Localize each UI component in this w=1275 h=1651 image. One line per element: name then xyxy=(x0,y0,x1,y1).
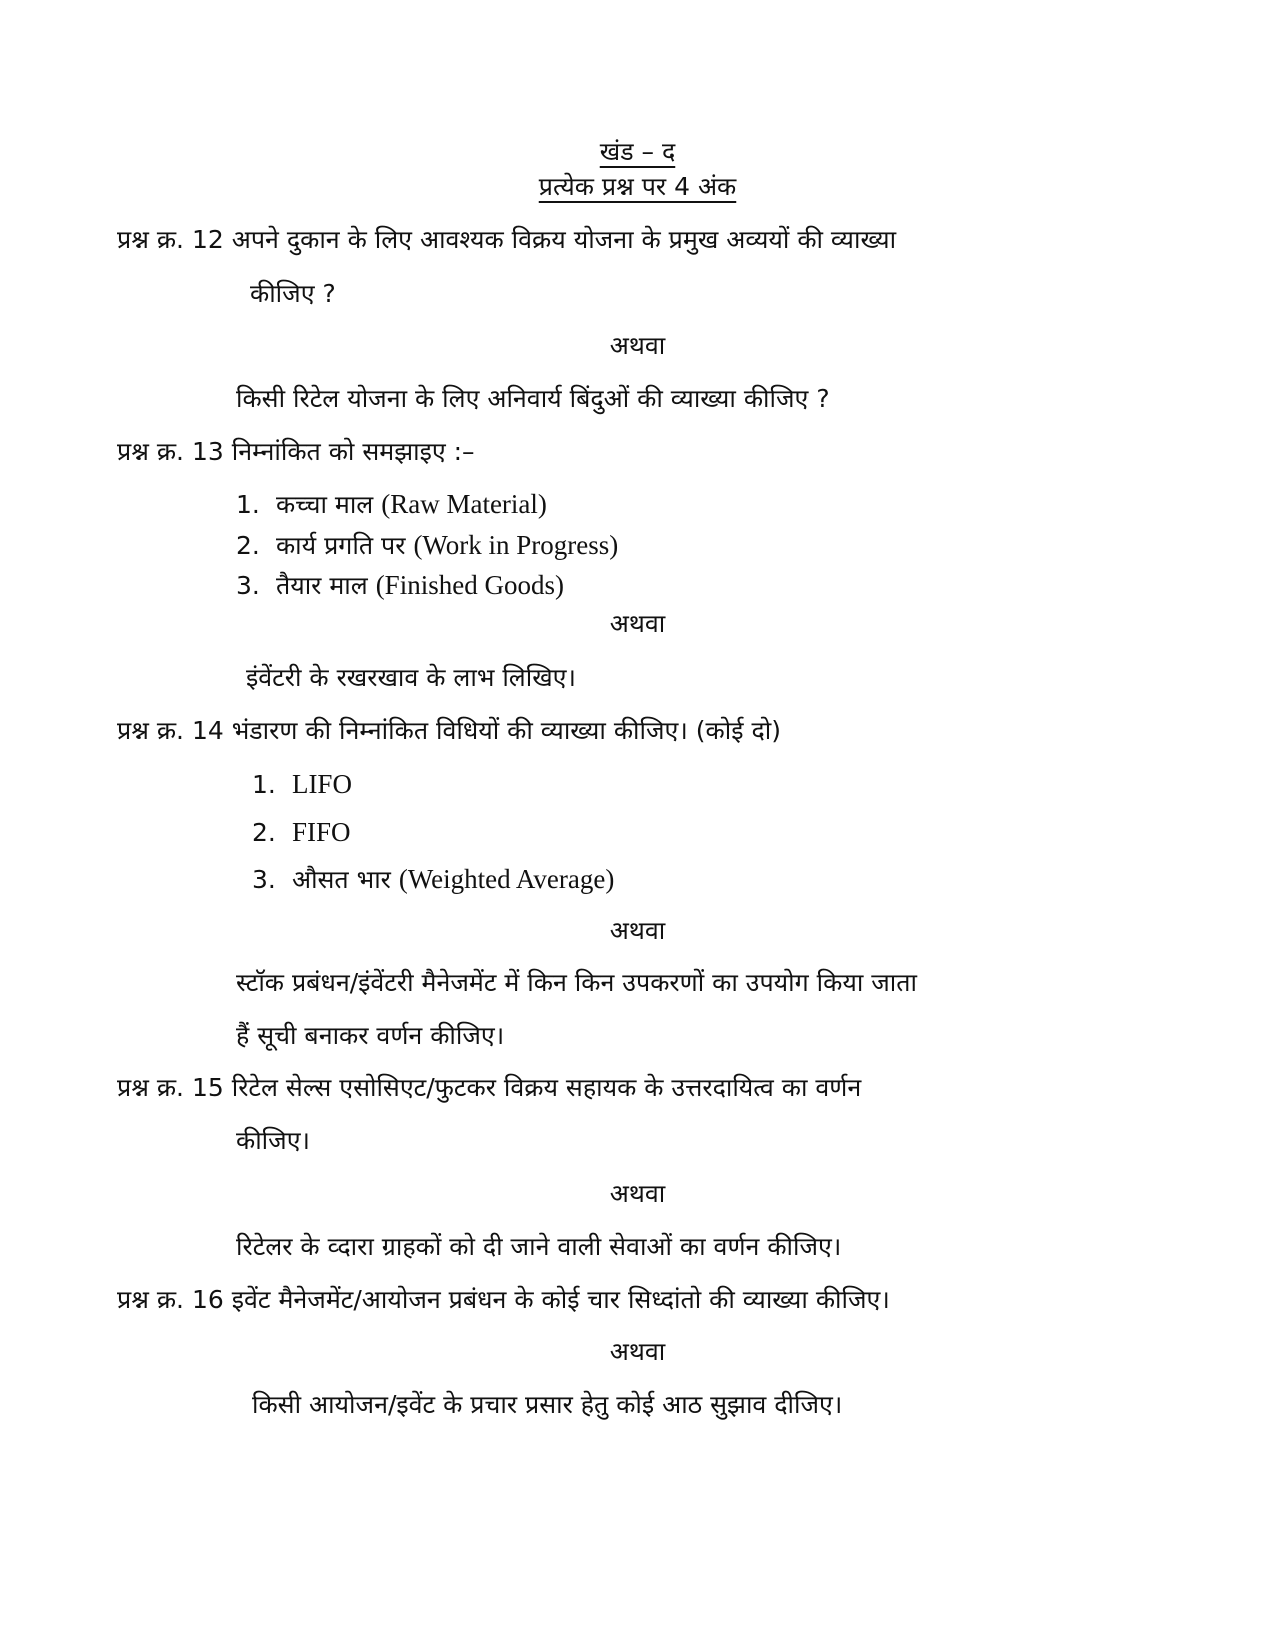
list-item xyxy=(236,569,564,602)
or-label: अथवा xyxy=(609,609,666,638)
item-english: (Weighted Average) xyxy=(398,864,615,894)
question-text: इवेंट मैनेजमेंट/आयोजन प्रबंधन के कोई चार सिध्दांतो की व्याख्या कीजिए। xyxy=(231,1285,890,1314)
question-15-alternative xyxy=(236,1231,841,1263)
question-text: कीजिए ? xyxy=(250,279,336,308)
item-english: (Raw Material) xyxy=(381,489,547,519)
question-14-alternative-cont xyxy=(236,1020,504,1052)
list-item xyxy=(252,768,352,801)
question-label: प्रश्न क्र. 14 xyxy=(117,716,224,745)
item-number: 1. xyxy=(252,770,276,799)
item-english: (Finished Goods) xyxy=(375,570,564,600)
question-16 xyxy=(117,1284,890,1316)
item-english: FIFO xyxy=(291,817,351,847)
item-number: 3. xyxy=(236,571,260,600)
item-number: 1. xyxy=(236,490,260,519)
list-item xyxy=(236,529,618,562)
item-hindi: तैयार माल xyxy=(275,571,368,600)
question-label: प्रश्न क्र. 12 xyxy=(117,225,224,254)
or-label: अथवा xyxy=(609,1179,666,1208)
question-text: हैं सूची बनाकर वर्णन कीजिए। xyxy=(236,1021,505,1050)
question-text: रिटेल सेल्स एसोसिएट/फुटकर विक्रय सहायक के उत्तरदायित्व का वर्णन xyxy=(231,1073,862,1102)
question-16-alternative xyxy=(252,1389,842,1421)
marks-note: प्रत्येक प्रश्न पर 4 अंक xyxy=(538,172,737,201)
question-text: कीजिए। xyxy=(236,1126,311,1155)
list-item xyxy=(252,816,350,849)
item-number: 2. xyxy=(236,531,260,560)
or-label: अथवा xyxy=(609,916,666,945)
question-14-alternative xyxy=(236,967,917,999)
question-text: स्टॉक प्रबंधन/इंवेंटरी मैनेजमेंट में किन किन उपकरणों का उपयोग किया जाता xyxy=(236,968,917,997)
question-text: इंवेंटरी के रखरखाव के लाभ लिखिए। xyxy=(246,663,576,692)
or-divider xyxy=(0,915,1275,947)
item-english: LIFO xyxy=(291,769,352,799)
or-divider xyxy=(0,608,1275,640)
list-item xyxy=(236,488,547,521)
question-label: प्रश्न क्र. 15 xyxy=(117,1073,224,1102)
question-13 xyxy=(117,436,475,468)
item-hindi: कार्य प्रगति पर xyxy=(275,531,406,560)
or-divider xyxy=(0,330,1275,362)
question-14 xyxy=(117,715,781,747)
or-divider xyxy=(0,1178,1275,1210)
question-12-alternative xyxy=(236,383,830,415)
section-title: खंड – द xyxy=(599,137,676,166)
question-label: प्रश्न क्र. 13 xyxy=(117,437,224,466)
item-number: 2. xyxy=(252,818,276,847)
or-label: अथवा xyxy=(609,1337,666,1366)
item-hindi: कच्चा माल xyxy=(275,490,374,519)
question-12-cont xyxy=(250,278,336,310)
item-english: (Work in Progress) xyxy=(413,530,619,560)
list-item xyxy=(252,863,614,896)
marks-heading xyxy=(0,171,1275,203)
item-hindi: औसत भार xyxy=(291,865,391,894)
question-text: अपने दुकान के लिए आवश्यक विक्रय योजना के प्रमुख अव्ययों की व्याख्या xyxy=(231,225,897,254)
or-label: अथवा xyxy=(609,331,666,360)
section-heading xyxy=(0,136,1275,168)
question-text: किसी आयोजन/इवेंट के प्रचार प्रसार हेतु कोई आठ सुझाव दीजिए। xyxy=(252,1390,843,1419)
question-text: निम्नांकित को समझाइए :– xyxy=(231,437,475,466)
or-divider xyxy=(0,1336,1275,1368)
question-label: प्रश्न क्र. 16 xyxy=(117,1285,224,1314)
item-number: 3. xyxy=(252,865,276,894)
question-13-alternative xyxy=(246,662,576,694)
question-15 xyxy=(117,1072,861,1104)
question-12 xyxy=(117,224,896,256)
question-15-cont xyxy=(236,1125,310,1157)
question-text: भंडारण की निम्नांकित विधियों की व्याख्या कीजिए। (कोई दो) xyxy=(231,716,781,745)
question-text: किसी रिटेल योजना के लिए अनिवार्य बिंदुओं की व्याख्या कीजिए ? xyxy=(236,384,830,413)
question-text: रिटेलर के व्दारा ग्राहकों को दी जाने वाली सेवाओं का वर्णन कीजिए। xyxy=(236,1232,842,1261)
